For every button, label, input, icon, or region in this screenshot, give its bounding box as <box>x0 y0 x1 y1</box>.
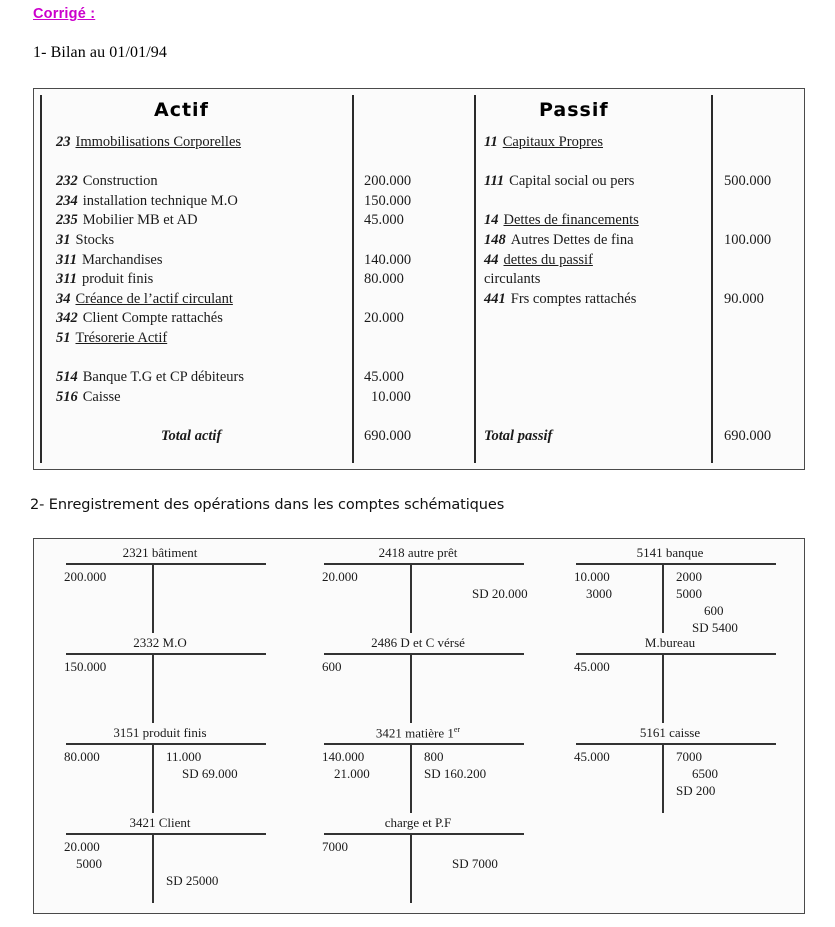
table-rule-passif-amount <box>711 95 713 463</box>
t-account-vertical-rule <box>152 833 154 903</box>
t-account-debit-side <box>574 568 662 602</box>
t-account-top-rule <box>576 563 776 565</box>
t-account-debit-entry: 45.000 <box>574 659 610 674</box>
t-account-credit-entry: SD 160.200 <box>424 766 487 781</box>
amount-cell: 150.000 <box>364 192 412 209</box>
account-row <box>484 270 704 290</box>
account-label: Marchandises <box>81 251 163 268</box>
t-account-debit-entry: 140.000 <box>322 749 365 764</box>
t-account-credit-entry: SD 20.000 <box>472 586 528 601</box>
account-label: Créance de l’actif circulant <box>75 290 233 307</box>
t-account-credit-side <box>424 838 534 872</box>
t-account-credit-entry: 6500 <box>692 766 718 781</box>
spacer-row <box>484 368 704 388</box>
account-label: Capitaux Propres <box>502 134 603 150</box>
t-account-debit-side <box>574 658 662 675</box>
account-label: Client Compte rattachés <box>82 310 223 327</box>
account-code: 441 <box>484 290 506 307</box>
t-account-debit-entry: 45.000 <box>574 749 610 764</box>
t-account-top-rule <box>324 833 524 835</box>
t-account-vertical-rule <box>662 653 664 723</box>
t-account-credit-side <box>166 838 276 889</box>
t-account <box>302 545 534 633</box>
t-account-vertical-rule <box>152 563 154 633</box>
t-account-debit-entry: 7000 <box>322 839 348 854</box>
t-account-debit-entry: 5000 <box>76 856 102 871</box>
t-account <box>554 635 786 723</box>
t-account-debit-side <box>64 838 152 872</box>
t-account-debit-entry: 3000 <box>586 586 612 601</box>
t-account-title: 3151 produit finis <box>113 725 207 740</box>
t-account-top-rule <box>324 743 524 745</box>
t-account <box>302 815 534 903</box>
account-label: circulants <box>484 271 541 288</box>
t-account-title: 3421 Client <box>129 815 191 830</box>
account-row <box>484 133 704 153</box>
t-account-debit-side <box>322 568 410 585</box>
t-account-debit-entry: 600 <box>322 659 342 674</box>
actif-account-list <box>56 133 346 447</box>
account-row <box>56 211 346 231</box>
t-account-credit-entry: SD 200 <box>676 783 716 798</box>
t-account-title: 2418 autre prêt <box>378 545 458 560</box>
account-code: 111 <box>484 173 505 190</box>
t-account-vertical-rule <box>152 743 154 813</box>
account-code: 235 <box>56 212 78 229</box>
account-label: Trésorerie Actif <box>75 329 168 346</box>
t-account <box>44 635 276 723</box>
account-code: 311 <box>56 251 77 268</box>
t-account-top-rule <box>66 563 266 565</box>
account-label: produit finis <box>81 271 154 288</box>
passif-account-list <box>484 133 704 447</box>
t-account-debit-entry: 10.000 <box>574 569 610 584</box>
account-row <box>56 388 346 408</box>
account-code: 232 <box>56 173 78 190</box>
t-account-debit-entry: 21.000 <box>334 766 370 781</box>
t-account-credit-side <box>676 748 786 799</box>
corrige-heading: Corrigé : <box>33 6 96 22</box>
account-label: Banque T.G et CP débiteurs <box>82 369 244 386</box>
account-code: 44 <box>484 251 499 268</box>
spacer-row <box>364 290 464 310</box>
t-account-title: charge et P.F <box>384 815 452 830</box>
account-code: 514 <box>56 369 78 386</box>
passif-amount-column <box>724 133 824 447</box>
section-1-title: 1- Bilan au 01/01/94 <box>33 44 167 61</box>
total-label: Total actif <box>161 427 222 444</box>
t-account <box>44 545 276 633</box>
t-account-title: 2332 M.O <box>133 635 187 650</box>
spacer-row <box>56 407 346 427</box>
account-row <box>484 211 704 231</box>
t-account-debit-entry: 20.000 <box>64 839 100 854</box>
spacer-row <box>724 251 824 271</box>
account-code: 23 <box>56 134 71 150</box>
amount-cell: 10.000 <box>371 388 411 405</box>
spacer-row <box>484 388 704 408</box>
t-account-top-rule <box>66 653 266 655</box>
t-account-vertical-rule <box>410 653 412 723</box>
account-row <box>56 309 346 329</box>
account-label: dettes du passif <box>503 251 593 268</box>
t-account <box>554 725 786 813</box>
t-account-credit-entry: 5000 <box>676 586 702 601</box>
account-label: Autres Dettes de fina <box>510 231 634 248</box>
account-label: Caisse <box>82 388 121 405</box>
t-account-credit-side <box>166 748 276 782</box>
t-accounts-container <box>33 538 805 914</box>
account-label: Immobilisations Corporelles <box>75 134 242 150</box>
spacer-row <box>484 329 704 349</box>
account-code: 14 <box>484 212 499 229</box>
spacer-row <box>364 349 464 369</box>
amount-cell: 20.000 <box>364 310 404 327</box>
account-row <box>484 251 704 271</box>
t-account-vertical-rule <box>410 833 412 903</box>
spacer-row <box>484 153 704 173</box>
account-code: 11 <box>484 134 498 150</box>
spacer-row <box>724 309 824 329</box>
t-account <box>302 635 534 723</box>
t-account-vertical-rule <box>662 743 664 813</box>
account-row <box>56 329 346 349</box>
account-label: Dettes de financements <box>503 212 639 229</box>
spacer-row <box>484 192 704 212</box>
t-account-debit-side <box>64 568 152 585</box>
account-code: 148 <box>484 231 506 248</box>
account-row <box>56 270 346 290</box>
account-code: 516 <box>56 388 78 405</box>
t-account-debit-entry: 150.000 <box>64 659 107 674</box>
spacer-row <box>724 270 824 290</box>
spacer-row <box>484 309 704 329</box>
t-account-credit-side <box>424 748 534 782</box>
table-rule-left <box>40 95 42 463</box>
t-account-credit-side <box>676 568 786 636</box>
t-account-debit-side <box>574 748 662 765</box>
account-row <box>56 290 346 310</box>
t-account-top-rule <box>576 653 776 655</box>
amount-cell: 90.000 <box>724 290 764 307</box>
t-account-vertical-rule <box>662 563 664 633</box>
account-row <box>56 172 346 192</box>
t-account-credit-entry: SD 7000 <box>452 856 498 871</box>
account-code: 342 <box>56 310 78 327</box>
t-account-top-rule <box>324 563 524 565</box>
t-account-title: 5141 banque <box>636 545 704 560</box>
total-amount-cell: 690.000 <box>724 427 772 444</box>
amount-cell: 140.000 <box>364 251 412 268</box>
account-row <box>56 368 346 388</box>
account-code: 34 <box>56 290 71 307</box>
account-label: installation technique M.O <box>82 192 238 209</box>
account-label: Mobilier MB et AD <box>82 212 198 229</box>
table-rule-center <box>474 95 476 463</box>
amount-cell: 200.000 <box>364 173 412 190</box>
t-account-credit-entry: 800 <box>424 749 444 764</box>
spacer-row <box>724 329 824 349</box>
t-account-debit-side <box>322 658 410 675</box>
account-code: 311 <box>56 271 77 288</box>
t-account-title: M.bureau <box>644 635 696 650</box>
amount-cell: 80.000 <box>364 271 404 288</box>
account-row <box>56 192 346 212</box>
spacer-row <box>724 133 824 153</box>
t-account-top-rule <box>66 833 266 835</box>
account-code: 234 <box>56 192 78 209</box>
total-row <box>484 427 704 447</box>
t-account-credit-entry: SD 5400 <box>692 620 738 635</box>
t-account-vertical-rule <box>410 563 412 633</box>
column-header-passif: Passif <box>539 99 609 121</box>
t-account-debit-entry: 80.000 <box>64 749 100 764</box>
spacer-row <box>364 407 464 427</box>
t-account-credit-entry: 2000 <box>676 569 702 584</box>
spacer-row <box>364 329 464 349</box>
spacer-row <box>484 349 704 369</box>
account-row <box>56 231 346 251</box>
t-account-credit-entry: SD 69.000 <box>182 766 238 781</box>
t-account-title: 3421 matière 1er <box>375 725 461 741</box>
t-account-debit-side <box>64 658 152 675</box>
t-account-debit-entry: 20.000 <box>322 569 358 584</box>
account-code: 31 <box>56 231 71 248</box>
spacer-row <box>724 388 824 408</box>
amount-cell: 500.000 <box>724 173 772 190</box>
t-account <box>44 725 276 813</box>
spacer-row <box>484 407 704 427</box>
section-2-title: 2- Enregistrement des opérations dans les comptes schématiques <box>30 497 505 513</box>
total-amount-cell: 690.000 <box>364 427 412 444</box>
t-account-credit-entry: 600 <box>704 603 724 618</box>
t-account-credit-entry: 11.000 <box>166 749 202 764</box>
table-rule-actif-amount <box>352 95 354 463</box>
account-label: Construction <box>82 173 158 190</box>
t-account-vertical-rule <box>410 743 412 813</box>
amount-cell: 45.000 <box>364 369 404 386</box>
spacer-row <box>56 349 346 369</box>
account-label: Stocks <box>75 231 115 248</box>
t-account-title: 2486 D et C vérsé <box>371 635 465 650</box>
t-account <box>554 545 786 633</box>
total-label: Total passif <box>484 427 553 444</box>
spacer-row <box>724 349 824 369</box>
t-account <box>44 815 276 903</box>
t-account-title: 5161 caisse <box>639 725 701 740</box>
amount-cell: 45.000 <box>364 212 404 229</box>
account-label: Frs comptes rattachés <box>510 290 637 307</box>
t-account <box>302 725 534 813</box>
t-account-debit-side <box>322 748 410 782</box>
amount-cell: 100.000 <box>724 231 772 248</box>
spacer-row <box>364 133 464 153</box>
t-account-vertical-rule <box>152 653 154 723</box>
account-row <box>56 251 346 271</box>
account-row <box>56 133 346 153</box>
account-row <box>484 290 704 310</box>
t-account-debit-side <box>64 748 152 765</box>
t-account-debit-entry: 200.000 <box>64 569 107 584</box>
account-row <box>484 231 704 251</box>
total-row <box>56 427 346 447</box>
spacer-row <box>724 407 824 427</box>
t-account-credit-entry: 7000 <box>676 749 702 764</box>
t-account-top-rule <box>66 743 266 745</box>
column-header-actif: Actif <box>154 99 209 121</box>
t-account-top-rule <box>576 743 776 745</box>
t-account-debit-side <box>322 838 410 855</box>
account-row <box>484 172 704 192</box>
t-account-title: 2321 bâtiment <box>122 545 198 560</box>
t-account-credit-side <box>424 568 534 602</box>
spacer-row <box>364 231 464 251</box>
spacer-row <box>724 192 824 212</box>
spacer-row <box>56 153 346 173</box>
account-code: 51 <box>56 329 71 346</box>
account-label: Capital social ou pers <box>509 173 635 190</box>
t-account-credit-entry: SD 25000 <box>166 873 219 888</box>
spacer-row <box>724 368 824 388</box>
actif-amount-column <box>364 133 464 447</box>
balance-sheet-table <box>33 88 805 470</box>
t-account-top-rule <box>324 653 524 655</box>
spacer-row <box>724 211 824 231</box>
spacer-row <box>724 153 824 173</box>
spacer-row <box>364 153 464 173</box>
